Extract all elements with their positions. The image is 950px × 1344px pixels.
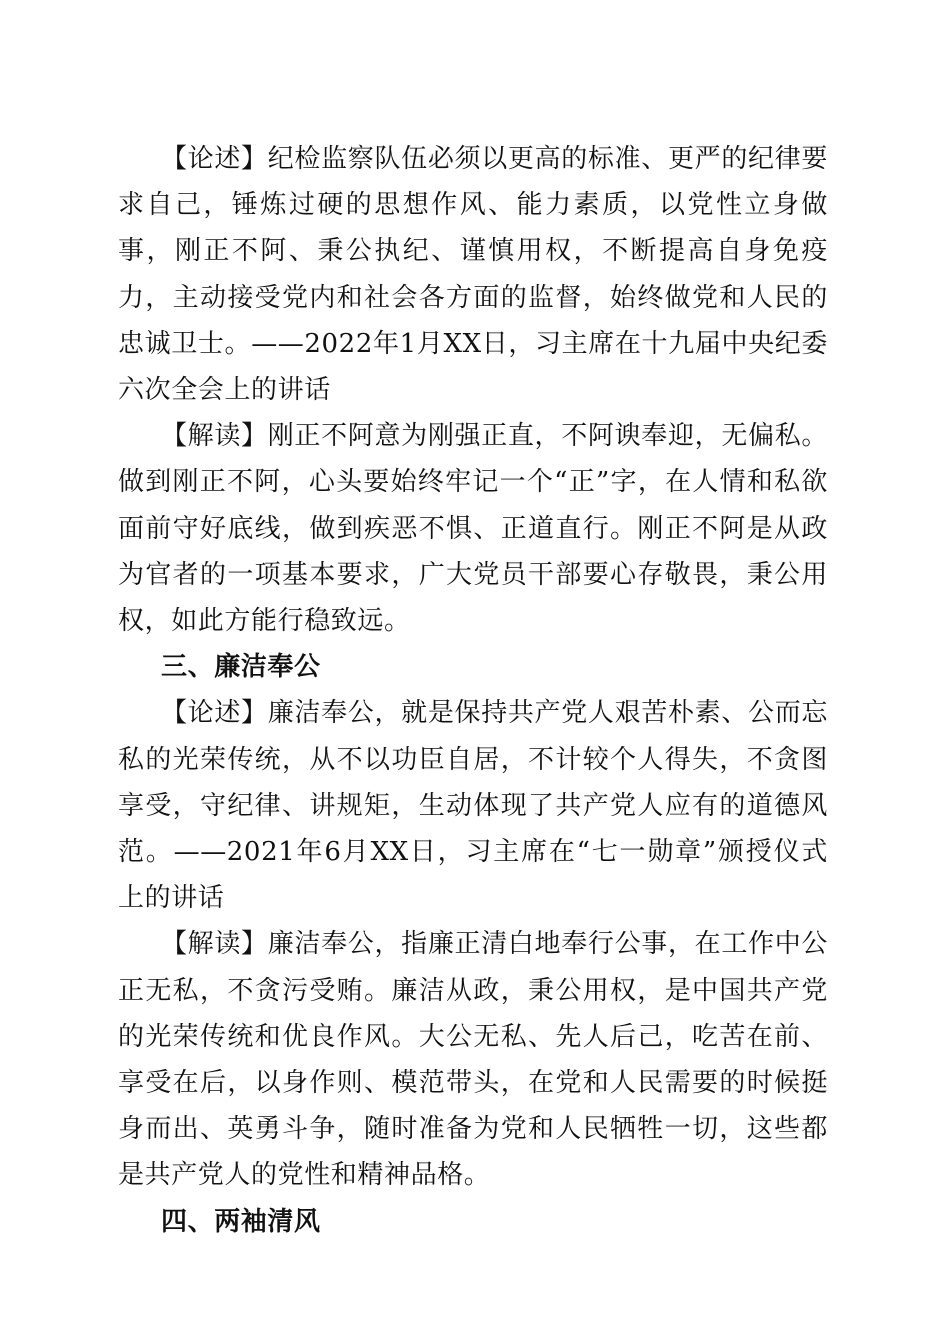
- document-body: [118, 136, 828, 1245]
- paragraph-integrity-interpretation: 【解读】廉洁奉公，指廉正清白地奉行公事，在工作中公正无私，不贪污受贿。廉洁从政，秉公用权，是中国共产党的光荣传统和优良作风。大公无私、先人后己，吃苦在前、享受在后，以身作则、模范带头，在党和人民需要的时候挺身而出、英勇斗争，随时准备为党和人民牺牲一切，这些都是共产党人的党性和精神品格。: [118, 929, 828, 1191]
- paragraph-rigor-statement: 【论述】纪检监察队伍必须以更高的标准、更严的纪律要求自己，锤炼过硬的思想作风、能力素质，以党性立身做事，刚正不阿、秉公执纪、谨慎用权，不断提高自身免疫力，主动接受党内和社会各方面的监督，始终做党和人民的忠诚卫士。——2022年1月XX日，习主席在十九届中央纪委六次全会上的讲话: [118, 144, 828, 406]
- paragraph-rigor-interpretation: 【解读】刚正不阿意为刚强正直，不阿谀奉迎，无偏私。做到刚正不阿，心头要始终牢记一个“正”字，在人情和私欲面前守好底线，做到疾恶不惧、正道直行。刚正不阿是从政为官者的一项基本要求，广大党员干部要心存敬畏，秉公用权，如此方能行稳致远。: [118, 421, 828, 637]
- paragraph-integrity-statement: 【论述】廉洁奉公，就是保持共产党人艰苦朴素、公而忘私的光荣传统，从不以功臣自居，不计较个人得失，不贪图享受，守纪律、讲规矩，生动体现了共产党人应有的道德风范。——2021年6月XX日，习主席在“七一勋章”颁授仪式上的讲话: [118, 698, 828, 914]
- section-heading-integrity: 三、廉洁奉公: [161, 652, 321, 683]
- section-heading-clean-hands: 四、两袖清风: [161, 1206, 321, 1237]
